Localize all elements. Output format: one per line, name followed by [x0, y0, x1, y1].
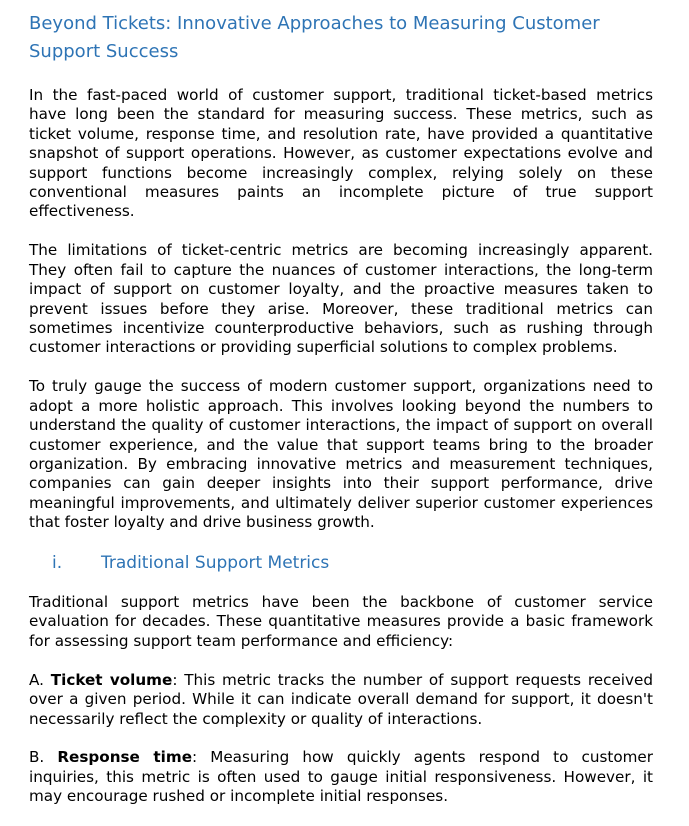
metric-term: Ticket volume: [50, 670, 173, 689]
intro-paragraph-2: The limitations of ticket-centric metrics are becoming increasingly apparent. They often fail to capture the nuances of customer interactions, the long-term impact of support on customer loyalty, and the proactive measures taken to prevent issues before they arise. Moreover, these traditional metrics can sometimes incentivize counterproductive behaviors, such as rushing through customer interactions or providing superficial solutions to complex problems.: [29, 241, 653, 357]
metric-description: : This metric tracks the number of support requests received over a given period. While it can indicate overall demand for support, it doesn't necessarily reflect the complexity or quality of interactions.: [29, 670, 653, 728]
metric-item-response-time: [29, 748, 653, 806]
section-heading: [29, 552, 653, 574]
metric-description: : Measuring how quickly agents respond to customer inquiries, this metric is often used to gauge initial responsiveness. However, it may encourage rushed or incomplete initial responses.: [29, 748, 653, 806]
section-lead-paragraph: Traditional support metrics have been the backbone of customer service evaluation for decades. These quantitative measures provide a basic framework for assessing support team performance and efficiency:: [29, 593, 653, 650]
metric-term: Response time: [57, 748, 193, 767]
section-title: Traditional Support Metrics: [101, 553, 330, 574]
section-number: i.: [52, 553, 63, 574]
metric-item-ticket-volume: [29, 671, 653, 729]
metric-item-prefix: B.: [29, 748, 58, 767]
document-page: [29, 10, 653, 826]
intro-paragraph-3: To truly gauge the success of modern customer support, organizations need to adopt a more holistic approach. This involves looking beyond the numbers to understand the quality of customer interactions, the impact of support on overall customer experience, and the value that support teams bring to the broader organization. By embracing innovative metrics and measurement techniques, companies can gain deeper insights into their support performance, drive meaningful improvements, and ultimately deliver superior customer experiences that foster loyalty and drive business growth.: [29, 377, 653, 532]
document-title: Beyond Tickets: Innovative Approaches to Measuring Customer Support Success: [29, 13, 600, 62]
intro-paragraph-1: In the fast-paced world of customer support, traditional ticket-based metrics have long been the standard for measuring success. These metrics, such as ticket volume, response time, and resolution rate, have provided a quantitative snapshot of support operations. However, as customer expectations evolve and support functions become increasingly complex, relying solely on these conventional measures paints an incomplete picture of true support effectiveness.: [29, 86, 653, 221]
metric-item-prefix: A.: [29, 670, 51, 689]
